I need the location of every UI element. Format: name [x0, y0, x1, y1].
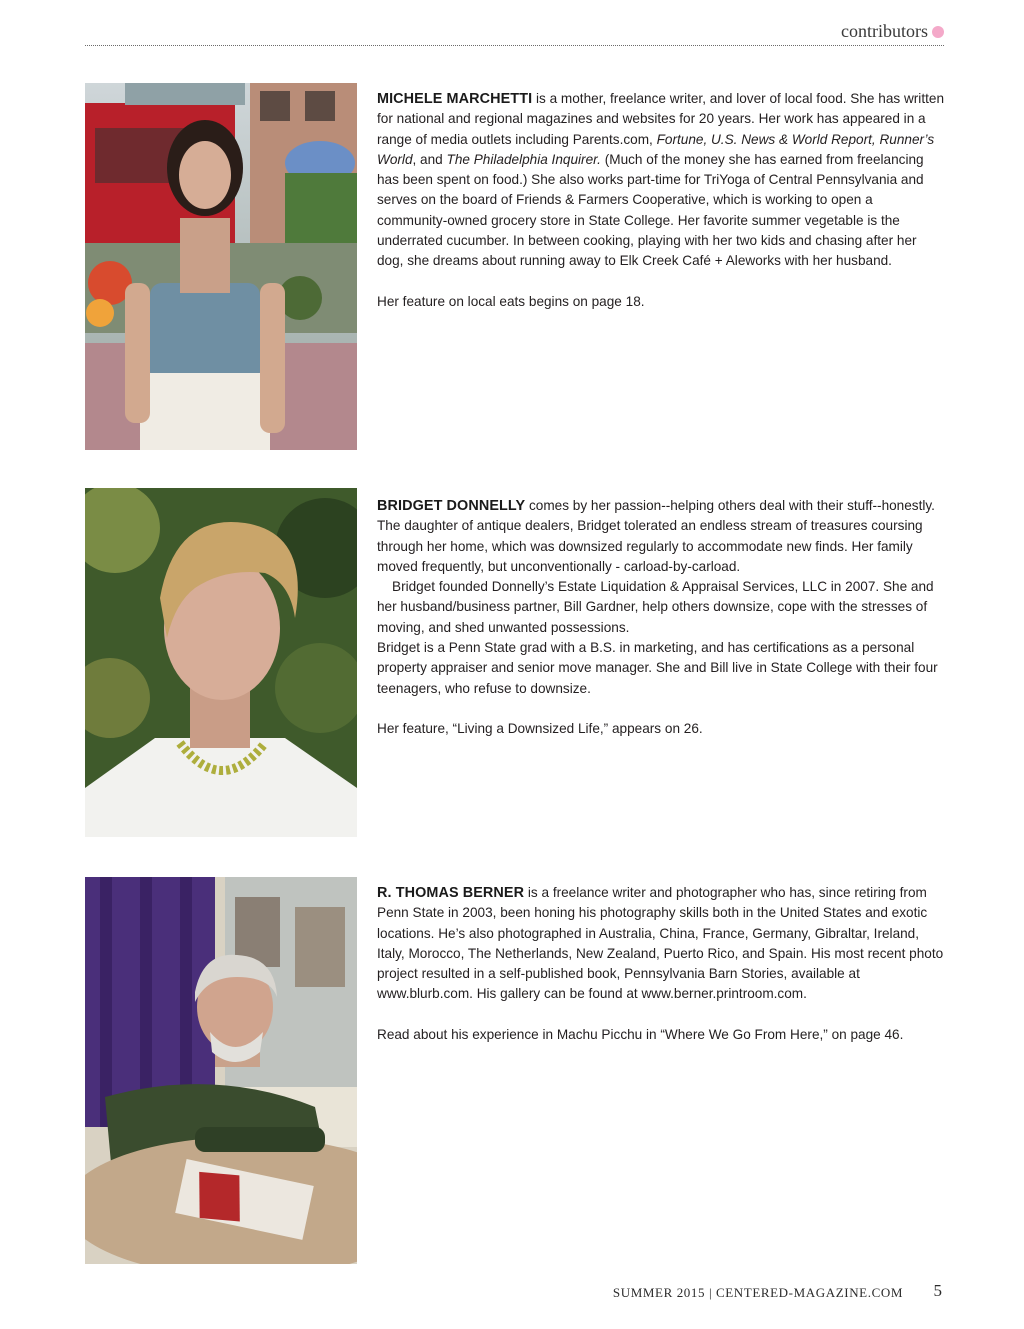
footer-issue-site: SUMMER 2015 | CENTERED-MAGAZINE.COM: [612, 1285, 903, 1300]
feature-note: Her feature on local eats begins on page 18.: [377, 293, 645, 309]
contributor-name: BRIDGET DONNELLY: [377, 498, 526, 514]
contributor-photo-donnelly: [85, 488, 357, 837]
bio-text: comes by her passion--helping others deal with their stuff--honestly. The daughter of antique dealers, Bridget tolerated an endless stream of treasures coursing through her home, which was downsized regularly to accommodate new finds. Her family moved frequently, but unconventionally - carload-by-carload.: [377, 498, 935, 574]
bio-paragraph: [377, 89, 945, 272]
bio-text: (Much of the money she has earned from freelancing has been spent on food.) She also works part-time for TriYoga of Central Pennsylvania and serves on the board of Friends & Farmers Cooperative, which is working to open a community-owned grocery store in State College. Her favorite summer vegetable is the underrated cucumber. In between cooking, playing with her two kids and chasing after her dog, she dreams about running away to Elk Creek Café + Aleworks with her husband.: [377, 151, 924, 269]
feature-note: Read about his experience in Machu Picchu in “Where We Go From Here,” on page 46.: [377, 1027, 904, 1043]
bio-text: , and: [412, 151, 447, 167]
contributor-bio-donnelly: [377, 496, 945, 740]
contributor-photo-marchetti: [85, 83, 357, 450]
bio-paragraph: Bridget is a Penn State grad with a B.S. in marketing, and has certifications as a personal property appraiser and senior move manager. She and Bill live in State College with their four teenagers, who refuse to downsize.: [377, 640, 938, 696]
feature-note: Her feature, “Living a Downsized Life,” appears on 26.: [377, 721, 703, 737]
contributor-photo-berner: [85, 877, 357, 1264]
contributor-bio-berner: [377, 883, 945, 1045]
pink-dot-icon: [932, 26, 944, 38]
page-header: [85, 18, 944, 46]
contributor-name: R. THOMAS BERNER: [377, 885, 525, 901]
bio-paragraph: Bridget founded Donnelly’s Estate Liquidation & Appraisal Services, LLC in 2007. She and her husband/business partner, Bill Gardner, help others downsize, cope with the stresses of moving, and shed unwanted possessions.: [377, 579, 934, 635]
bio-text: is a freelance writer and photographer who has, since retiring from Penn State in 2003, been honing his photography skills both in the United States and exotic locations. He’s also photographed in Australia, China, France, Germany, Gibraltar, Ireland, Italy, Morocco, The Netherlands, New Zealand, Puerto Rico, and Spain. His most recent photo project resulted in a self-published book, Pennsylvania Barn Stories, available at www.blurb.com. His gallery can be found at www.berner.printroom.com.: [377, 885, 944, 1002]
bio-paragraph: [377, 883, 945, 1005]
page-number: 5: [933, 1281, 942, 1300]
bio-text: is a mother, freelance writer, and lover of local food. She has written for national and regional magazines and websites for 20 years. Her work has appeared in a range of media outlets including Parents.com,: [377, 91, 945, 147]
contributor-name: MICHELE MARCHETTI: [377, 91, 533, 107]
section-label: contributors: [841, 21, 928, 41]
bio-italic-text: The Philadelphia Inquirer.: [446, 151, 601, 167]
contributor-bio-marchetti: [377, 89, 945, 312]
bio-paragraph: [377, 496, 945, 577]
bio-italic-text: Fortune, U.S. News & World Report, Runner’s World: [377, 131, 935, 167]
